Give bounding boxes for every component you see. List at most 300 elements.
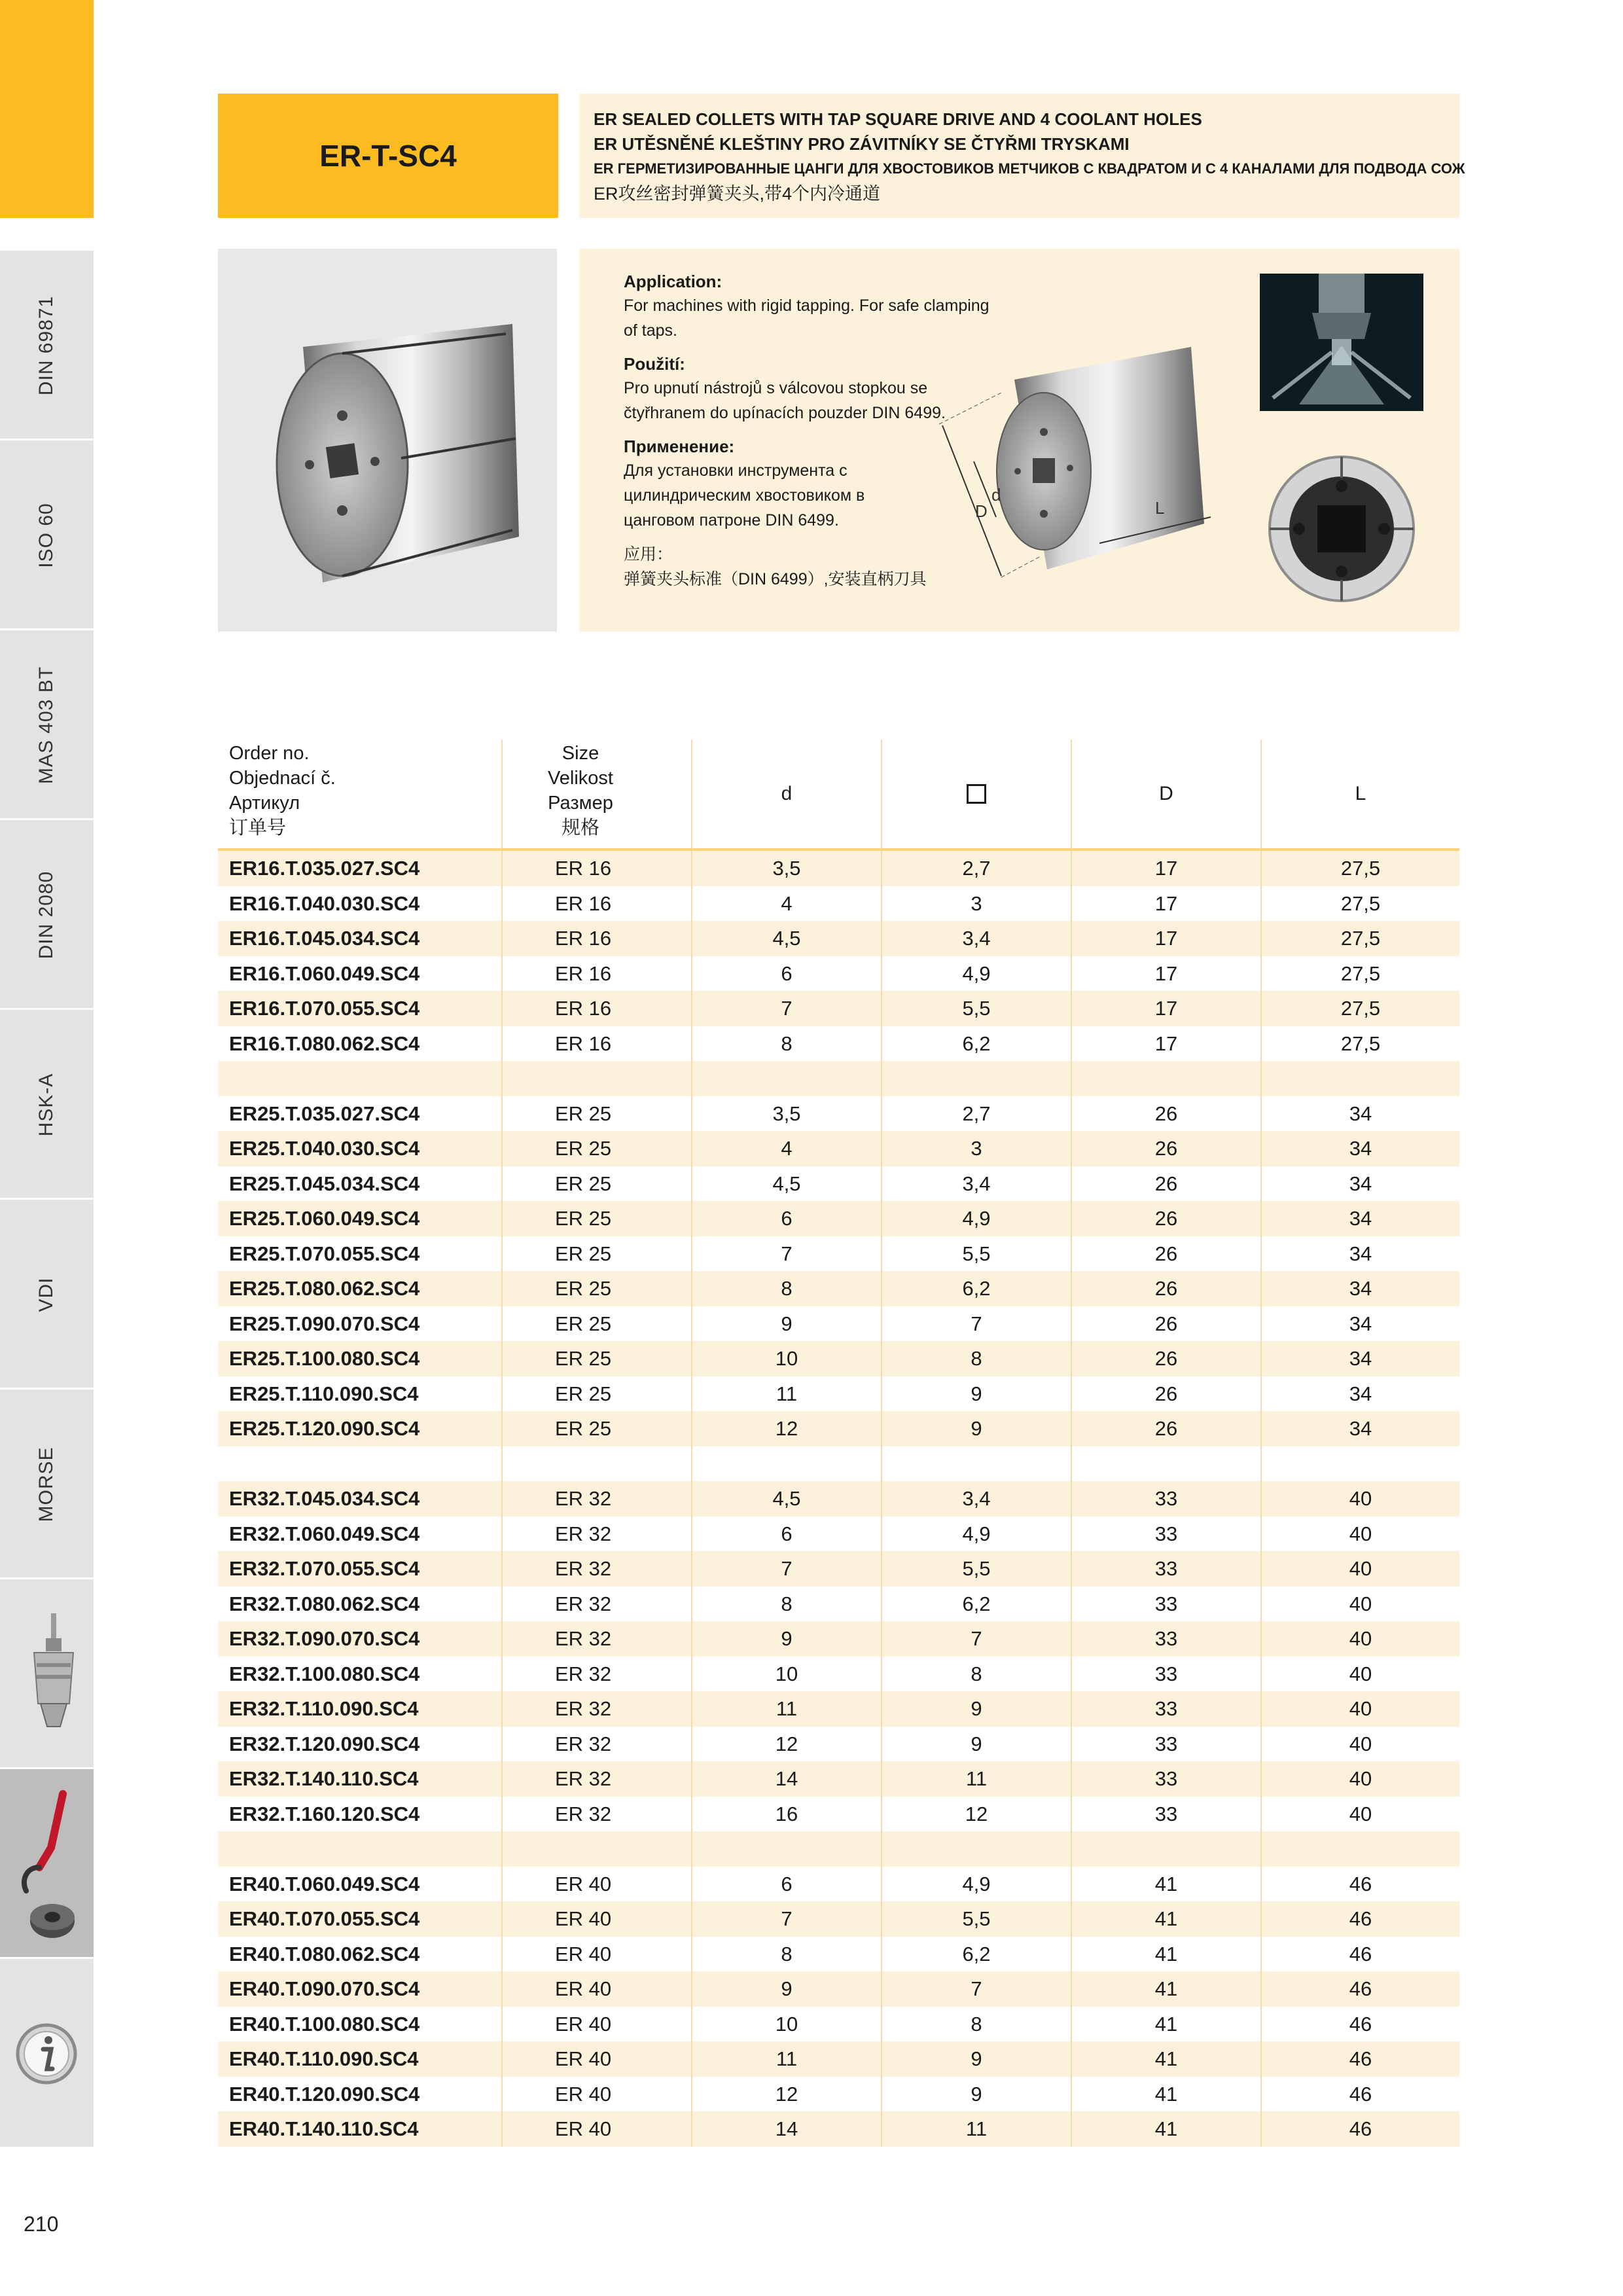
D-cell: 17 (1072, 851, 1262, 886)
table-row (218, 1271, 1459, 1306)
L-cell: 46 (1349, 2117, 1372, 2140)
collet-front-photo (1260, 450, 1423, 607)
header-d: d (692, 740, 882, 848)
L-cell: 46 (1349, 2012, 1372, 2036)
square-cell: 4,9 (882, 1867, 1072, 1902)
collet-spec-table (218, 740, 1459, 2147)
size-cell: ER 40 (503, 2041, 692, 2077)
size-cell: ER 25 (503, 1096, 692, 1132)
D-cell: 26 (1072, 1376, 1262, 1412)
order-number-cell: ER25.T.120.090.SC4 (218, 1411, 503, 1446)
sidebar-tab-label: MORSE (35, 1446, 57, 1522)
size-cell: ER 16 (503, 886, 692, 922)
table-spacer-row (218, 1831, 1459, 1867)
D-cell: 26 (1072, 1201, 1262, 1236)
order-number-cell: ER25.T.100.080.SC4 (218, 1341, 503, 1376)
L-cell: 34 (1349, 1347, 1372, 1370)
d-cell: 12 (692, 1411, 882, 1446)
application-label-en: Application: (624, 272, 722, 291)
D-cell: 41 (1072, 2007, 1262, 2042)
table-row (218, 1621, 1459, 1657)
D-cell: 26 (1072, 1271, 1262, 1306)
d-cell: 8 (692, 1937, 882, 1972)
size-cell: ER 16 (503, 991, 692, 1026)
order-number-cell: ER16.T.040.030.SC4 (218, 886, 503, 922)
table-row (218, 886, 1459, 922)
order-number-cell: ER40.T.090.070.SC4 (218, 1971, 503, 2007)
sidebar-tab-din-2080[interactable] (0, 818, 94, 1008)
L-cell: 34 (1349, 1382, 1372, 1405)
order-number-cell: ER40.T.070.055.SC4 (218, 1901, 503, 1937)
product-title: ER-T-SC4 (319, 139, 457, 173)
L-cell: 27,5 (1340, 927, 1381, 950)
d-cell: 6 (692, 956, 882, 992)
L-cell: 46 (1349, 1942, 1372, 1965)
D-cell: 41 (1072, 2111, 1262, 2147)
application-text-ru: цанговом патроне DIN 6499. (624, 511, 839, 529)
size-cell: ER 25 (503, 1131, 692, 1166)
collet-photo (218, 249, 557, 632)
d-cell: 11 (692, 2041, 882, 2077)
size-cell (503, 1446, 692, 1482)
table-row (218, 991, 1459, 1026)
square-cell: 4,9 (882, 1516, 1072, 1552)
D-cell: 41 (1072, 2077, 1262, 2112)
label-D: D (975, 501, 988, 521)
size-cell: ER 32 (503, 1727, 692, 1762)
L-cell: 27,5 (1340, 997, 1381, 1020)
table-row (218, 1867, 1459, 1902)
d-cell: 7 (692, 1901, 882, 1937)
order-number-cell: ER25.T.110.090.SC4 (218, 1376, 503, 1412)
size-cell: ER 16 (503, 956, 692, 992)
order-number-cell: ER32.T.140.110.SC4 (218, 1761, 503, 1797)
d-cell: 14 (692, 2111, 882, 2147)
L-cell: 40 (1349, 1767, 1372, 1790)
D-cell: 26 (1072, 1236, 1262, 1272)
description-ru: ER ГЕРМЕТИЗИРОВАННЫЕ ЦАНГИ ДЛЯ ХВОСТОВИКОВ МЕТЧИКОВ С КВАДРАТОМ И С 4 КАНАЛАМИ ДЛЯ ПОДВОДА СОЖ (594, 160, 1465, 177)
size-cell: ER 32 (503, 1587, 692, 1622)
header-size (503, 740, 692, 848)
sidebar-accent-block (0, 0, 94, 218)
L-cell (1262, 1831, 1459, 1867)
square-cell: 11 (882, 1761, 1072, 1797)
sidebar-tab-drill-chuck[interactable] (0, 1577, 94, 1767)
D-cell: 17 (1072, 956, 1262, 992)
wrench-and-collet-icon (0, 1769, 94, 1959)
label-d: d (991, 485, 1001, 505)
order-number-cell: ER40.T.100.080.SC4 (218, 2007, 503, 2042)
order-number-cell: ER32.T.060.049.SC4 (218, 1516, 503, 1552)
D-cell: 33 (1072, 1761, 1262, 1797)
D-cell: 41 (1072, 2041, 1262, 2077)
drill-chuck-icon (0, 1579, 94, 1769)
d-cell: 7 (692, 991, 882, 1026)
square-cell: 6,2 (882, 1937, 1072, 1972)
order-number-cell: ER40.T.060.049.SC4 (218, 1867, 503, 1902)
table-row (218, 1657, 1459, 1692)
table-row (218, 1376, 1459, 1412)
category-sidebar (0, 0, 94, 2173)
D-cell: 26 (1072, 1341, 1262, 1376)
square-cell: 9 (882, 1691, 1072, 1727)
square-cell: 6,2 (882, 1026, 1072, 1062)
d-cell: 14 (692, 1761, 882, 1797)
table-row (218, 1131, 1459, 1166)
d-cell (692, 1061, 882, 1096)
square-cell (882, 1061, 1072, 1096)
D-cell: 33 (1072, 1516, 1262, 1552)
order-number-cell: ER25.T.045.034.SC4 (218, 1166, 503, 1202)
order-number-cell: ER25.T.070.055.SC4 (218, 1236, 503, 1272)
square-cell: 5,5 (882, 1551, 1072, 1587)
L-cell: 34 (1349, 1417, 1372, 1440)
application-text-cn: 弹簧夹头标准（DIN 6499）,安装直柄刀具 (624, 570, 927, 588)
application-text-cz: čtyřhranem do upínacích pouzder DIN 6499. (624, 404, 946, 422)
table-row (218, 1797, 1459, 1832)
size-cell: ER 40 (503, 1867, 692, 1902)
square-cell: 2,7 (882, 851, 1072, 886)
size-cell: ER 25 (503, 1306, 692, 1342)
order-number-cell: ER32.T.110.090.SC4 (218, 1691, 503, 1727)
L-cell: 40 (1349, 1662, 1372, 1685)
table-row (218, 1411, 1459, 1446)
D-cell (1072, 1831, 1262, 1867)
D-cell: 33 (1072, 1657, 1262, 1692)
square-cell: 8 (882, 1657, 1072, 1692)
size-cell: ER 25 (503, 1411, 692, 1446)
size-cell: ER 40 (503, 2077, 692, 2112)
square-cell: 7 (882, 1306, 1072, 1342)
table-row (218, 1166, 1459, 1202)
order-number-cell: ER25.T.040.030.SC4 (218, 1131, 503, 1166)
sidebar-tab-label: VDI (35, 1277, 57, 1312)
header-text: Size (562, 743, 599, 764)
size-cell: ER 25 (503, 1236, 692, 1272)
d-cell: 10 (692, 1657, 882, 1692)
d-cell: 6 (692, 1516, 882, 1552)
order-number-cell: ER32.T.090.070.SC4 (218, 1621, 503, 1657)
order-number-cell: ER25.T.035.027.SC4 (218, 1096, 503, 1132)
square-cell: 5,5 (882, 1236, 1072, 1272)
order-number-cell: ER25.T.080.062.SC4 (218, 1271, 503, 1306)
L-cell: 40 (1349, 1802, 1372, 1825)
square-cell: 3,4 (882, 921, 1072, 956)
order-number-cell: ER32.T.160.120.SC4 (218, 1797, 503, 1832)
square-cell: 3 (882, 886, 1072, 922)
size-cell: ER 32 (503, 1797, 692, 1832)
table-row (218, 1691, 1459, 1727)
D-cell: 33 (1072, 1797, 1262, 1832)
D-cell: 26 (1072, 1306, 1262, 1342)
info-icon (0, 1959, 94, 2149)
D-cell: 17 (1072, 886, 1262, 922)
table-spacer-row (218, 1061, 1459, 1096)
table-row (218, 921, 1459, 956)
table-row (218, 2077, 1459, 2112)
label-L: L (1155, 498, 1165, 518)
size-cell: ER 32 (503, 1621, 692, 1657)
description-cz: ER UTĚSNĚNÉ KLEŠTINY PRO ZÁVITNÍKY SE ČTYŘMI TRYSKAMI (594, 134, 1130, 154)
d-cell: 4,5 (692, 1481, 882, 1516)
order-number-cell: ER16.T.035.027.SC4 (218, 851, 503, 886)
d-cell: 3,5 (692, 851, 882, 886)
sidebar-tab-label: MAS 403 BT (35, 666, 57, 785)
L-cell: 34 (1349, 1172, 1372, 1195)
L-cell: 34 (1349, 1277, 1372, 1300)
L-cell: 40 (1349, 1697, 1372, 1720)
order-number-cell: ER40.T.110.090.SC4 (218, 2041, 503, 2077)
order-number-cell: ER40.T.140.110.SC4 (218, 2111, 503, 2147)
coolant-spray-photo (1260, 274, 1423, 411)
size-cell: ER 40 (503, 1901, 692, 1937)
description-en: ER SEALED COLLETS WITH TAP SQUARE DRIVE AND 4 COOLANT HOLES (594, 109, 1202, 129)
L-cell: 40 (1349, 1592, 1372, 1615)
d-cell: 11 (692, 1691, 882, 1727)
order-number-cell: ER32.T.045.034.SC4 (218, 1481, 503, 1516)
table-row (218, 1551, 1459, 1587)
square-cell: 9 (882, 1411, 1072, 1446)
table-row (218, 851, 1459, 886)
order-number-cell: ER32.T.100.080.SC4 (218, 1657, 503, 1692)
D-cell: 17 (1072, 921, 1262, 956)
size-cell: ER 32 (503, 1516, 692, 1552)
square-cell: 7 (882, 1971, 1072, 2007)
sidebar-tab-label: DIN 2080 (35, 870, 57, 960)
table-row (218, 1096, 1459, 1132)
L-cell (1262, 1061, 1459, 1096)
size-cell (503, 1831, 692, 1867)
order-number-cell: ER32.T.120.090.SC4 (218, 1727, 503, 1762)
application-label-ru: Применение: (624, 437, 735, 456)
L-cell: 34 (1349, 1312, 1372, 1335)
sidebar-tab-din-69871[interactable] (0, 249, 94, 439)
table-row (218, 1587, 1459, 1622)
size-cell: ER 40 (503, 1971, 692, 2007)
d-cell: 9 (692, 1621, 882, 1657)
square-cell: 8 (882, 1341, 1072, 1376)
D-cell: 41 (1072, 1901, 1262, 1937)
d-cell (692, 1831, 882, 1867)
sidebar-tab-mas-403-bt[interactable] (0, 628, 94, 818)
size-cell: ER 32 (503, 1657, 692, 1692)
square-cell: 7 (882, 1621, 1072, 1657)
d-cell: 6 (692, 1201, 882, 1236)
D-cell: 41 (1072, 1867, 1262, 1902)
order-number-cell: ER40.T.080.062.SC4 (218, 1937, 503, 1972)
d-cell: 12 (692, 1727, 882, 1762)
D-cell: 17 (1072, 1026, 1262, 1062)
order-number-cell: ER16.T.080.062.SC4 (218, 1026, 503, 1062)
L-cell: 40 (1349, 1732, 1372, 1755)
sidebar-tab-wrench-collet[interactable] (0, 1767, 94, 1957)
size-cell: ER 40 (503, 2111, 692, 2147)
table-header (218, 740, 1459, 851)
size-cell: ER 25 (503, 1271, 692, 1306)
square-cell: 3,4 (882, 1166, 1072, 1202)
L-cell: 46 (1349, 1872, 1372, 1895)
square-cell: 9 (882, 2041, 1072, 2077)
size-cell: ER 16 (503, 1026, 692, 1062)
L-cell: 40 (1349, 1557, 1372, 1580)
size-cell: ER 25 (503, 1201, 692, 1236)
product-description (579, 94, 1465, 218)
square-cell: 6,2 (882, 1271, 1072, 1306)
product-title-box (218, 94, 558, 218)
d-cell: 4,5 (692, 1166, 882, 1202)
order-number-cell (218, 1061, 503, 1096)
D-cell: 33 (1072, 1587, 1262, 1622)
header-L: L (1355, 783, 1366, 804)
order-number-cell: ER25.T.090.070.SC4 (218, 1306, 503, 1342)
L-cell: 27,5 (1340, 961, 1381, 985)
order-number-cell: ER25.T.060.049.SC4 (218, 1201, 503, 1236)
header-order-no (218, 740, 503, 848)
L-cell: 27,5 (1340, 857, 1381, 880)
sidebar-tab-iso-60[interactable] (0, 439, 94, 628)
D-cell: 41 (1072, 1937, 1262, 1972)
table-row (218, 1971, 1459, 2007)
D-cell: 33 (1072, 1481, 1262, 1516)
square-cell: 9 (882, 1376, 1072, 1412)
order-number-cell: ER16.T.045.034.SC4 (218, 921, 503, 956)
L-cell: 46 (1349, 1977, 1372, 2000)
order-number-cell: ER40.T.120.090.SC4 (218, 2077, 503, 2112)
header-text: Objednací č. (229, 768, 336, 789)
square-cell: 2,7 (882, 1096, 1072, 1132)
application-text-ru: цилиндрическим хвостовиком в (624, 486, 865, 505)
L-cell: 34 (1349, 1207, 1372, 1230)
application-text-en: For machines with rigid tapping. For safe clamping of taps. (624, 296, 990, 340)
table-row (218, 1937, 1459, 1972)
size-cell: ER 25 (503, 1166, 692, 1202)
D-cell: 33 (1072, 1621, 1262, 1657)
table-row (218, 1201, 1459, 1236)
d-cell: 3,5 (692, 1096, 882, 1132)
table-row (218, 1026, 1459, 1062)
sidebar-tab-morse[interactable] (0, 1388, 94, 1577)
d-cell: 8 (692, 1587, 882, 1622)
size-cell: ER 40 (503, 2007, 692, 2042)
size-cell: ER 32 (503, 1761, 692, 1797)
square-cell: 4,9 (882, 956, 1072, 992)
table-row (218, 2007, 1459, 2042)
square-cell (882, 1831, 1072, 1867)
D-cell: 33 (1072, 1727, 1262, 1762)
table-row (218, 1341, 1459, 1376)
table-row (218, 1236, 1459, 1272)
size-cell: ER 32 (503, 1481, 692, 1516)
sidebar-tab-vdi[interactable] (0, 1198, 94, 1388)
header-text: Артикул (229, 793, 300, 814)
size-cell: ER 32 (503, 1551, 692, 1587)
size-cell: ER 16 (503, 851, 692, 886)
sidebar-tab-hsk-a[interactable] (0, 1008, 94, 1198)
L-cell: 27,5 (1340, 1031, 1381, 1055)
square-cell: 6,2 (882, 1587, 1072, 1622)
square-cell: 11 (882, 2111, 1072, 2147)
sidebar-tab-label: HSK-A (35, 1073, 57, 1137)
table-row (218, 2111, 1459, 2147)
header-text: Размер (548, 793, 613, 814)
D-cell: 26 (1072, 1166, 1262, 1202)
L-cell: 46 (1349, 2047, 1372, 2070)
d-cell: 7 (692, 1551, 882, 1587)
d-cell: 4 (692, 1131, 882, 1166)
d-cell: 16 (692, 1797, 882, 1832)
D-cell: 26 (1072, 1096, 1262, 1132)
sidebar-tab-label: DIN 69871 (35, 295, 57, 396)
square-cell: 8 (882, 2007, 1072, 2042)
order-number-cell: ER32.T.080.062.SC4 (218, 1587, 503, 1622)
application-text-ru: Для установки инструмента с (624, 461, 847, 480)
L-cell (1262, 1446, 1459, 1482)
d-cell: 9 (692, 1306, 882, 1342)
order-number-cell (218, 1446, 503, 1482)
size-cell: ER 25 (503, 1341, 692, 1376)
L-cell: 46 (1349, 2082, 1372, 2106)
header-text: Velikost (548, 768, 613, 789)
table-row (218, 1901, 1459, 1937)
d-cell: 12 (692, 2077, 882, 2112)
square-cell (882, 1446, 1072, 1482)
page-number: 210 (24, 2212, 59, 2236)
d-cell (692, 1446, 882, 1482)
table-row (218, 956, 1459, 992)
d-cell: 9 (692, 1971, 882, 2007)
size-cell: ER 16 (503, 921, 692, 956)
table-row (218, 1761, 1459, 1797)
L-cell: 40 (1349, 1627, 1372, 1650)
header-text: Order no. (229, 743, 310, 764)
d-cell: 4,5 (692, 921, 882, 956)
sidebar-tab-info[interactable] (0, 1957, 94, 2147)
square-cell: 3,4 (882, 1481, 1072, 1516)
sidebar-tab-label: ISO 60 (35, 503, 57, 568)
d-cell: 10 (692, 1341, 882, 1376)
d-cell: 4 (692, 886, 882, 922)
D-cell: 17 (1072, 991, 1262, 1026)
d-cell: 8 (692, 1271, 882, 1306)
table-row (218, 1306, 1459, 1342)
D-cell (1072, 1446, 1262, 1482)
square-cell: 5,5 (882, 1901, 1072, 1937)
description-cn: ER攻丝密封弹簧夹头,带4个内冷通道 (594, 184, 881, 204)
L-cell: 40 (1349, 1522, 1372, 1545)
square-cell: 3 (882, 1131, 1072, 1166)
L-cell: 34 (1349, 1242, 1372, 1265)
D-cell: 33 (1072, 1551, 1262, 1587)
order-number-cell: ER16.T.060.049.SC4 (218, 956, 503, 992)
L-cell: 34 (1349, 1137, 1372, 1160)
D-cell: 33 (1072, 1691, 1262, 1727)
L-cell: 27,5 (1340, 891, 1381, 915)
size-cell (503, 1061, 692, 1096)
d-cell: 8 (692, 1026, 882, 1062)
D-cell (1072, 1061, 1262, 1096)
d-cell: 10 (692, 2007, 882, 2042)
application-text-cz: Pro upnutí nástrojů s válcovou stopkou se (624, 379, 928, 397)
D-cell: 26 (1072, 1131, 1262, 1166)
D-cell: 26 (1072, 1411, 1262, 1446)
table-row (218, 1481, 1459, 1516)
square-cell: 5,5 (882, 991, 1072, 1026)
D-cell: 41 (1072, 1971, 1262, 2007)
application-label-cn: 应用： (624, 545, 673, 564)
size-cell: ER 32 (503, 1691, 692, 1727)
table-spacer-row (218, 1446, 1459, 1482)
header-text: 订单号 (229, 817, 287, 838)
